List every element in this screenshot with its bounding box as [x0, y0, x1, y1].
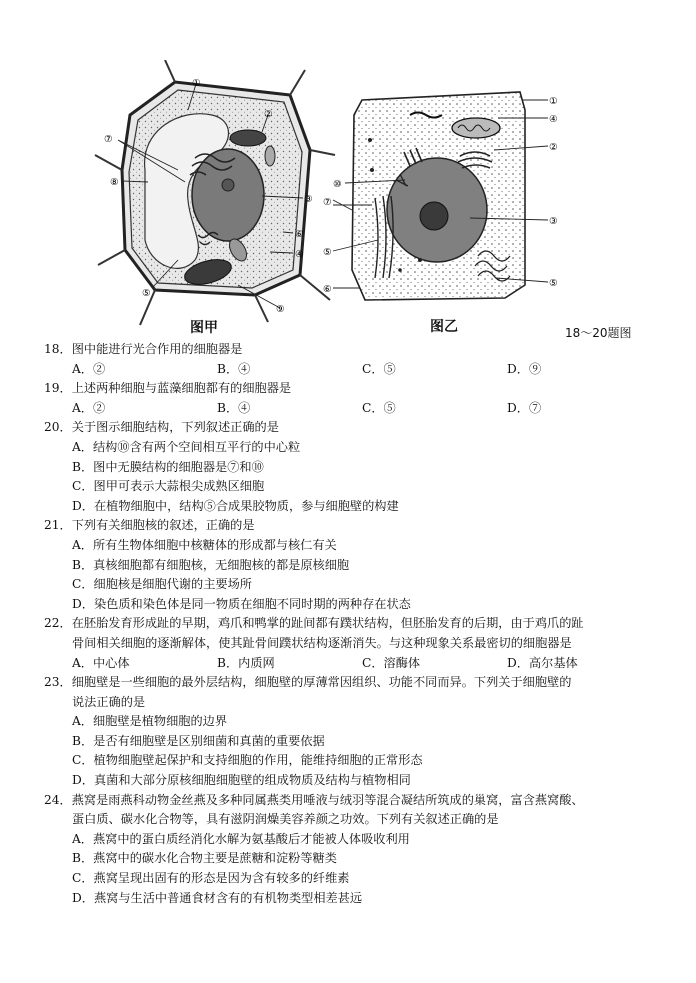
option-a: A．中心体 [72, 655, 130, 670]
option-a: A．② [72, 400, 106, 415]
question-number: 23． [44, 675, 72, 690]
cell-diagram-figure [0, 60, 696, 345]
option-d: D．高尔基体 [507, 655, 578, 670]
question-number: 19． [44, 381, 72, 396]
question-number: 22． [44, 616, 72, 631]
question-stem: 下列有关细胞核的叙述，正确的是 [71, 518, 255, 533]
animal-label-7: ⑦ [323, 197, 332, 208]
caption-animal-cell: 图乙 [430, 319, 458, 335]
option-c: C．图甲可表示大蒜根尖成熟区细胞 [72, 479, 265, 494]
option-c: C．溶酶体 [362, 655, 421, 670]
plant-cell [95, 60, 335, 325]
option-c: C．燕窝呈现出固有的形态是因为含有较多的纤维素 [72, 871, 350, 886]
question-number: 18． [44, 342, 72, 356]
question-stem-cont: 骨间相关细胞的逐渐解体，使其趾骨间蹼状结构逐渐消失。与这种现象关系最密切的细胞器是 [72, 635, 572, 650]
caption-figure-note: 18～20题图 [565, 326, 632, 340]
option-a: A．燕窝中的蛋白质经消化水解为氨基酸后才能被人体吸收利用 [72, 831, 410, 846]
caption-plant-cell: 图甲 [190, 320, 218, 336]
option-d: D．燕窝与生活中普通食材含有的有机物类型相差甚远 [72, 890, 363, 905]
animal-label-2: ② [549, 142, 558, 153]
question-stem: 图中能进行光合作用的细胞器是 [71, 342, 243, 356]
question-list [44, 340, 674, 908]
option-a: A．所有生物体细胞中核糖体的形成都与核仁有关 [72, 537, 337, 552]
question-stem-cont: 说法正确的是 [72, 694, 146, 709]
plant-label-1: ① [192, 78, 201, 89]
animal-label-5: ⑤ [323, 247, 332, 258]
animal-label-5b: ⑤ [549, 278, 558, 289]
animal-cell [333, 92, 548, 300]
option-b: B．④ [217, 400, 251, 415]
animal-label-10: ⑩ [333, 179, 342, 190]
question-22 [44, 614, 674, 673]
option-c: C．植物细胞壁起保护和支持细胞的作用，能维持细胞的正常形态 [72, 753, 423, 768]
question-18 [44, 340, 674, 379]
option-b: B．内质网 [217, 655, 275, 670]
animal-label-1: ① [549, 96, 558, 107]
option-d: D．染色质和染色体是同一物质在细胞不同时期的两种存在状态 [72, 596, 411, 611]
question-number: 21． [44, 518, 72, 533]
question-stem: 燕窝是雨燕科动物金丝燕及多种同属燕类用唾液与绒羽等混合凝结所筑成的巢窝，富含燕窝酸、 [71, 792, 584, 807]
animal-label-3: ③ [549, 216, 558, 227]
option-c: C．⑤ [362, 361, 396, 376]
option-b: B．真核细胞都有细胞核，无细胞核的都是原核细胞 [72, 557, 350, 572]
option-c: C．细胞核是细胞代谢的主要场所 [72, 577, 252, 592]
plant-label-3: ③ [304, 194, 313, 205]
option-a: A．结构⑩含有两个空间相互平行的中心粒 [72, 439, 301, 454]
cell-diagrams [0, 60, 696, 345]
option-a: A．细胞壁是植物细胞的边界 [72, 714, 228, 729]
plant-label-4: ④ [295, 249, 304, 260]
question-24 [44, 791, 674, 909]
question-number: 24． [44, 792, 72, 807]
plant-label-6: ⑥ [295, 229, 304, 240]
option-d: D．⑨ [507, 361, 542, 376]
question-number: 20． [44, 420, 72, 435]
question-stem-cont: 蛋白质、碳水化合物等，具有滋阴润燥美容养颜之功效。下列有关叙述正确的是 [72, 812, 499, 827]
option-d: D．在植物细胞中，结构⑤合成果胶物质，参与细胞壁的构建 [72, 498, 399, 513]
option-b: B．图中无膜结构的细胞器是⑦和⑩ [72, 459, 264, 474]
option-b: B．是否有细胞壁是区别细菌和真菌的重要依据 [72, 733, 325, 748]
question-stem: 在胚胎发育形成趾的早期，鸡爪和鸭掌的趾间都有蹼状结构，但胚胎发育的后期，由于鸡爪的趾 [71, 616, 584, 631]
question-21 [44, 516, 674, 614]
plant-label-2: ② [264, 109, 273, 120]
option-c: C．⑤ [362, 400, 396, 415]
option-b: B．燕窝中的碳水化合物主要是蔗糖和淀粉等糖类 [72, 851, 337, 866]
option-d: D．真菌和大部分原核细胞细胞壁的组成物质及结构与植物相同 [72, 773, 411, 788]
plant-label-7: ⑦ [104, 134, 113, 145]
plant-label-5: ⑤ [142, 288, 151, 299]
question-19 [44, 379, 674, 418]
question-23 [44, 673, 674, 791]
option-a: A．② [72, 361, 106, 376]
option-b: B．④ [217, 361, 251, 376]
animal-label-6: ⑥ [323, 284, 332, 295]
animal-label-4: ④ [549, 114, 558, 125]
option-d: D．⑦ [507, 400, 542, 415]
plant-label-9: ⑨ [276, 304, 285, 315]
plant-label-8: ⑧ [110, 177, 119, 188]
question-20 [44, 418, 674, 516]
question-stem: 细胞壁是一些细胞的最外层结构，细胞壁的厚薄常因组织、功能不同而异。下列关于细胞壁的 [71, 675, 572, 690]
question-stem: 上述两种细胞与蓝藻细胞都有的细胞器是 [71, 381, 292, 396]
question-stem: 关于图示细胞结构，下列叙述正确的是 [71, 420, 279, 435]
